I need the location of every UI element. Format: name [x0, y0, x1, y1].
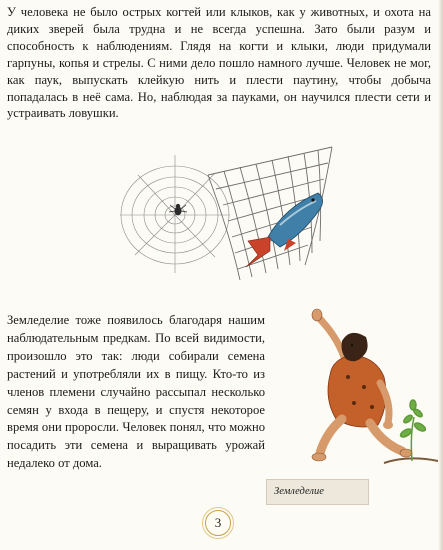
farmer-sowing-illustration: [292, 305, 440, 475]
illustration-caption: Земледелие: [266, 479, 369, 505]
fish: [246, 193, 323, 267]
net-spiderweb-fish-illustration: [120, 145, 340, 287]
page-edge-shadow: [438, 0, 443, 550]
paragraph-farming: Земледелие тоже появилось благодаря нашим наблюдательным предкам. По всей видимости, произошло это так: люди собирали семена растений и употребляли их в пищу. Кто-то из членов племени случайно рассыпал несколько семян у входа в пещеру, и спустя некоторое время они проросли. Человек понял, что можно посадить эти семена и выращивать урожай недалеко от дома.: [7, 313, 265, 471]
page-number: 3: [205, 510, 231, 536]
spider: [169, 204, 187, 215]
paragraph-hunting: У человека не было острых когтей или клыков, как у животных, и охота на диких зверей была трудна и не всегда успешна. Зато были разум и способность к наблюдениям. Глядя на когти и клыки, люди придумали гарпуны, копья и стрелы. С ними дело пошло намного лучше. Человек не мог, как паук, выпускать клейкую нить и плести паутину, чтобы добыча попадалась в неё сама. Но, наблюдая за пауками, он научился плести сети и устраивать ловушки.: [7, 5, 431, 121]
spider-web: [120, 155, 230, 273]
